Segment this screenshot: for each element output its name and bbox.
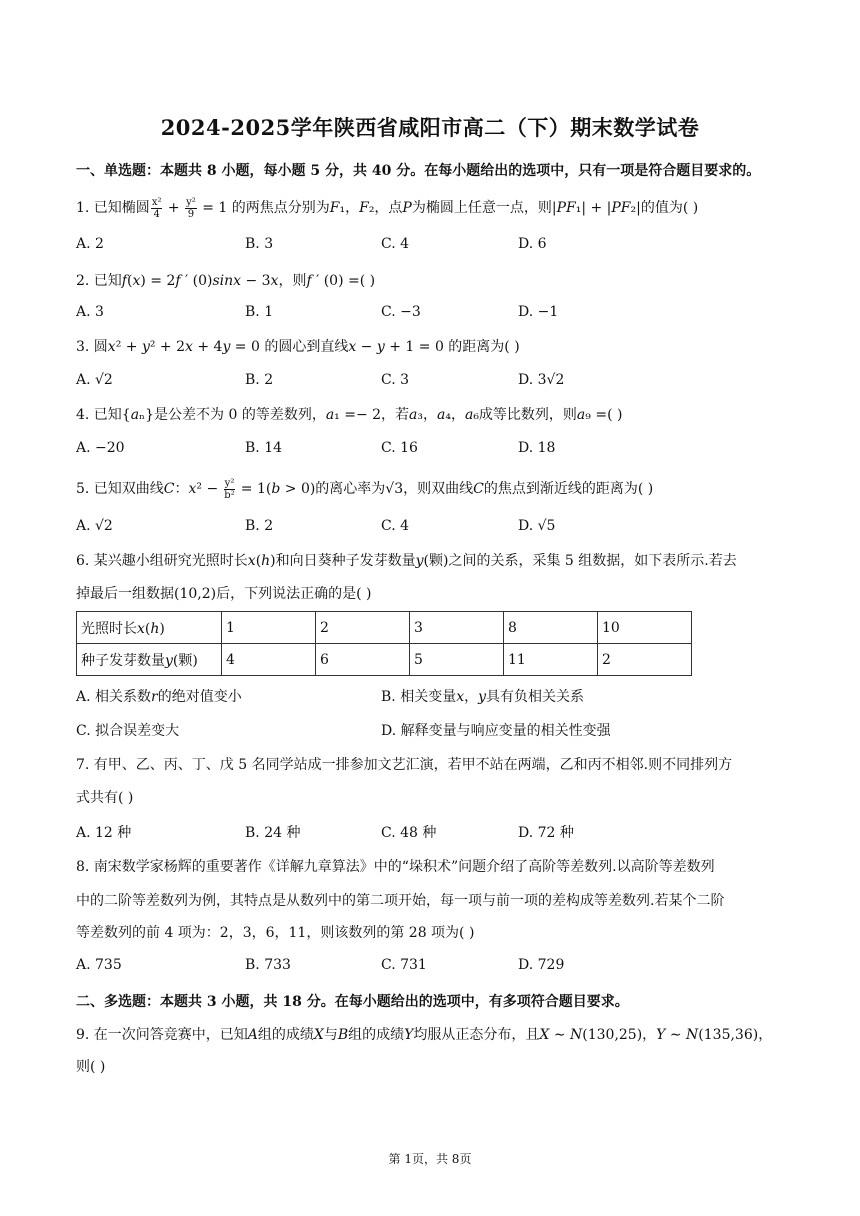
question-5-prefix: 5. 已知双曲线𝐶：𝑥² − bbox=[76, 481, 219, 497]
question-1: 1. 已知椭圆 $\frac{\text{x²}}{4}$ + $\frac{\text{y²}}{9}$ = 1 的两焦点分别为𝐹₁，𝐹₂，点𝑃为椭圆上任意一点，则|𝑃𝐹₁| + |𝑃𝐹₂|的值为( ) bbox=[76, 196, 699, 220]
option-b: B. 2 bbox=[245, 518, 274, 534]
question-3: 3. 圆𝑥² + 𝑦² + 2𝑥 + 4𝑦 = 0 的圆心到直线𝑥 − 𝑦 + 1 = 0 的距离为( ) bbox=[76, 339, 520, 355]
option-a: A. 3 bbox=[76, 304, 104, 320]
table-cell: 2 bbox=[598, 644, 692, 676]
option-a: A. √2 bbox=[76, 372, 113, 388]
page-footer: 第 1页，共 8页 bbox=[388, 1152, 472, 1166]
question-6-line-2: 掉最后一组数据(10,2)后，下列说法正确的是( ) bbox=[76, 586, 372, 602]
section-heading-multiple-choice: 二、多选题：本题共 3 小题，共 18 分。在每小题给出的选项中，有多项符合题目要求。 bbox=[76, 994, 629, 1010]
option-d: D. 729 bbox=[518, 957, 565, 973]
question-6-line-1: 6. 某兴趣小组研究光照时长𝑥(ℎ)和向日葵种子发芽数量𝑦(颗)之间的关系，采集 5 组数据，如下表所示.若去 bbox=[76, 553, 737, 569]
question-5 bbox=[76, 474, 788, 504]
table-cell: 5 bbox=[410, 644, 504, 676]
question-9-line-1: 9. 在一次问答竞赛中，已知𝐴组的成绩𝑋与𝐵组的成绩𝑌均服从正态分布，且𝑋 ∼ 𝑁(130,25)，𝑌 ∼ 𝑁(135,36)， bbox=[76, 1027, 773, 1043]
table-cell: 种子发芽数量𝑦(颗) bbox=[77, 644, 222, 676]
option-a: A. 12 种 bbox=[76, 825, 132, 841]
option-a: A. −20 bbox=[76, 440, 125, 456]
option-d: D. 6 bbox=[518, 236, 547, 252]
option-c: C. 16 bbox=[381, 440, 418, 456]
option-d: D. √5 bbox=[518, 518, 556, 534]
option-d: D. −1 bbox=[518, 304, 559, 320]
option-a: A. 2 bbox=[76, 236, 104, 252]
fraction-y2-over-9: $\frac{\text{y²}}{9}$ bbox=[186, 196, 196, 220]
question-8-line-3: 等差数列的前 4 项为：2，3，6，11，则该数列的第 28 项为( ) bbox=[76, 925, 475, 941]
option-a: A. 相关系数𝑟的绝对值变小 bbox=[76, 689, 242, 705]
table-row bbox=[77, 644, 692, 676]
option-d: D. 3√2 bbox=[518, 372, 565, 388]
question-3-options bbox=[76, 372, 788, 396]
option-c: C. −3 bbox=[381, 304, 421, 320]
option-c: C. 4 bbox=[381, 518, 410, 534]
table-cell: 3 bbox=[410, 612, 504, 644]
question-5-suffix: = 1(𝑏 > 0)的离心率为√3，则双曲线𝐶的焦点到渐近线的距离为( ) bbox=[240, 481, 654, 497]
table-cell: 4 bbox=[222, 644, 316, 676]
question-6-options-row-2 bbox=[76, 720, 788, 744]
option-d: D. 18 bbox=[518, 440, 556, 456]
option-c: C. 拟合误差变大 bbox=[76, 723, 180, 739]
question-1-equals: = 1 bbox=[197, 200, 232, 216]
question-2: 2. 已知𝑓(𝑥) = 2𝑓 ′ (0)𝑠𝑖𝑛𝑥 − 3𝑥，则𝑓 ′ (0) =( ) bbox=[76, 273, 376, 289]
table-cell: 11 bbox=[504, 644, 598, 676]
option-b: B. 14 bbox=[245, 440, 283, 456]
option-b: B. 733 bbox=[245, 957, 291, 973]
section-heading-single-choice: 一、单选题：本题共 8 小题，每小题 5 分，共 40 分。在每小题给出的选项中，只有一项是符合题目要求的。 bbox=[76, 163, 761, 179]
table-cell: 8 bbox=[504, 612, 598, 644]
option-c: C. 4 bbox=[381, 236, 410, 252]
question-7-options bbox=[76, 822, 788, 846]
table-cell: 6 bbox=[316, 644, 410, 676]
table-row bbox=[77, 612, 692, 644]
question-4: 4. 已知{𝑎ₙ}是公差不为 0 的等差数列，𝑎₁ =− 2，若𝑎₃，𝑎₄，𝑎₆成等比数列，则𝑎₉ =( ) bbox=[76, 407, 623, 423]
question-2-options bbox=[76, 304, 788, 328]
table-cell: 2 bbox=[316, 612, 410, 644]
fraction-y2-over-b2: $\frac{\text{y²}}{\text{b²}}$ bbox=[224, 477, 235, 501]
option-d: D. 72 种 bbox=[518, 825, 574, 841]
table-cell: 光照时长𝑥(ℎ) bbox=[77, 612, 222, 644]
question-8-line-1: 8. 南宋数学家杨辉的重要著作《详解九章算法》中的“垛积术”问题介绍了高阶等差数列.以高阶等差数列 bbox=[76, 859, 715, 875]
fraction-x2-over-4: $\frac{\text{x²}}{4}$ bbox=[151, 196, 162, 220]
question-7-line-1: 7. 有甲、乙、丙、丁、戊 5 名同学站成一排参加文艺汇演，若甲不站在两端，乙和丙不相邻.则不同排列方 bbox=[76, 757, 733, 773]
option-b: B. 24 种 bbox=[245, 825, 301, 841]
table-cell: 1 bbox=[222, 612, 316, 644]
option-a: A. 735 bbox=[76, 957, 122, 973]
option-a: A. √2 bbox=[76, 518, 113, 534]
question-8-line-2: 中的二阶等差数列为例，其特点是从数列中的第二项开始，每一项与前一项的差构成等差数列.若某个二阶 bbox=[76, 893, 725, 909]
option-b: B. 相关变量𝑥，𝑦具有负相关关系 bbox=[381, 689, 584, 705]
question-9-line-2: 则( ) bbox=[76, 1059, 106, 1075]
option-d: D. 解释变量与响应变量的相关性变强 bbox=[381, 723, 611, 739]
option-b: B. 2 bbox=[245, 372, 274, 388]
question-8-options bbox=[76, 957, 788, 981]
question-4-options bbox=[76, 440, 788, 464]
question-1-prefix: 1. 已知椭圆 bbox=[76, 200, 150, 216]
table-cell: 10 bbox=[598, 612, 692, 644]
option-b: B. 3 bbox=[245, 236, 274, 252]
option-c: C. 48 种 bbox=[381, 825, 437, 841]
question-1-suffix: 的两焦点分别为𝐹₁，𝐹₂，点𝑃为椭圆上任意一点，则|𝑃𝐹₁| + |𝑃𝐹₂|的值为( ) bbox=[231, 200, 699, 216]
question-7-line-2: 式共有( ) bbox=[76, 790, 134, 806]
question-6-options-row-1 bbox=[76, 686, 788, 710]
option-c: C. 3 bbox=[381, 372, 410, 388]
question-5-options bbox=[76, 518, 788, 542]
option-b: B. 1 bbox=[245, 304, 274, 320]
question-1-options bbox=[76, 236, 788, 260]
option-c: C. 731 bbox=[381, 957, 427, 973]
data-table bbox=[76, 611, 692, 676]
page-title: 2024-2025学年陕西省咸阳市高二（下）期末数学试卷 bbox=[160, 115, 700, 140]
